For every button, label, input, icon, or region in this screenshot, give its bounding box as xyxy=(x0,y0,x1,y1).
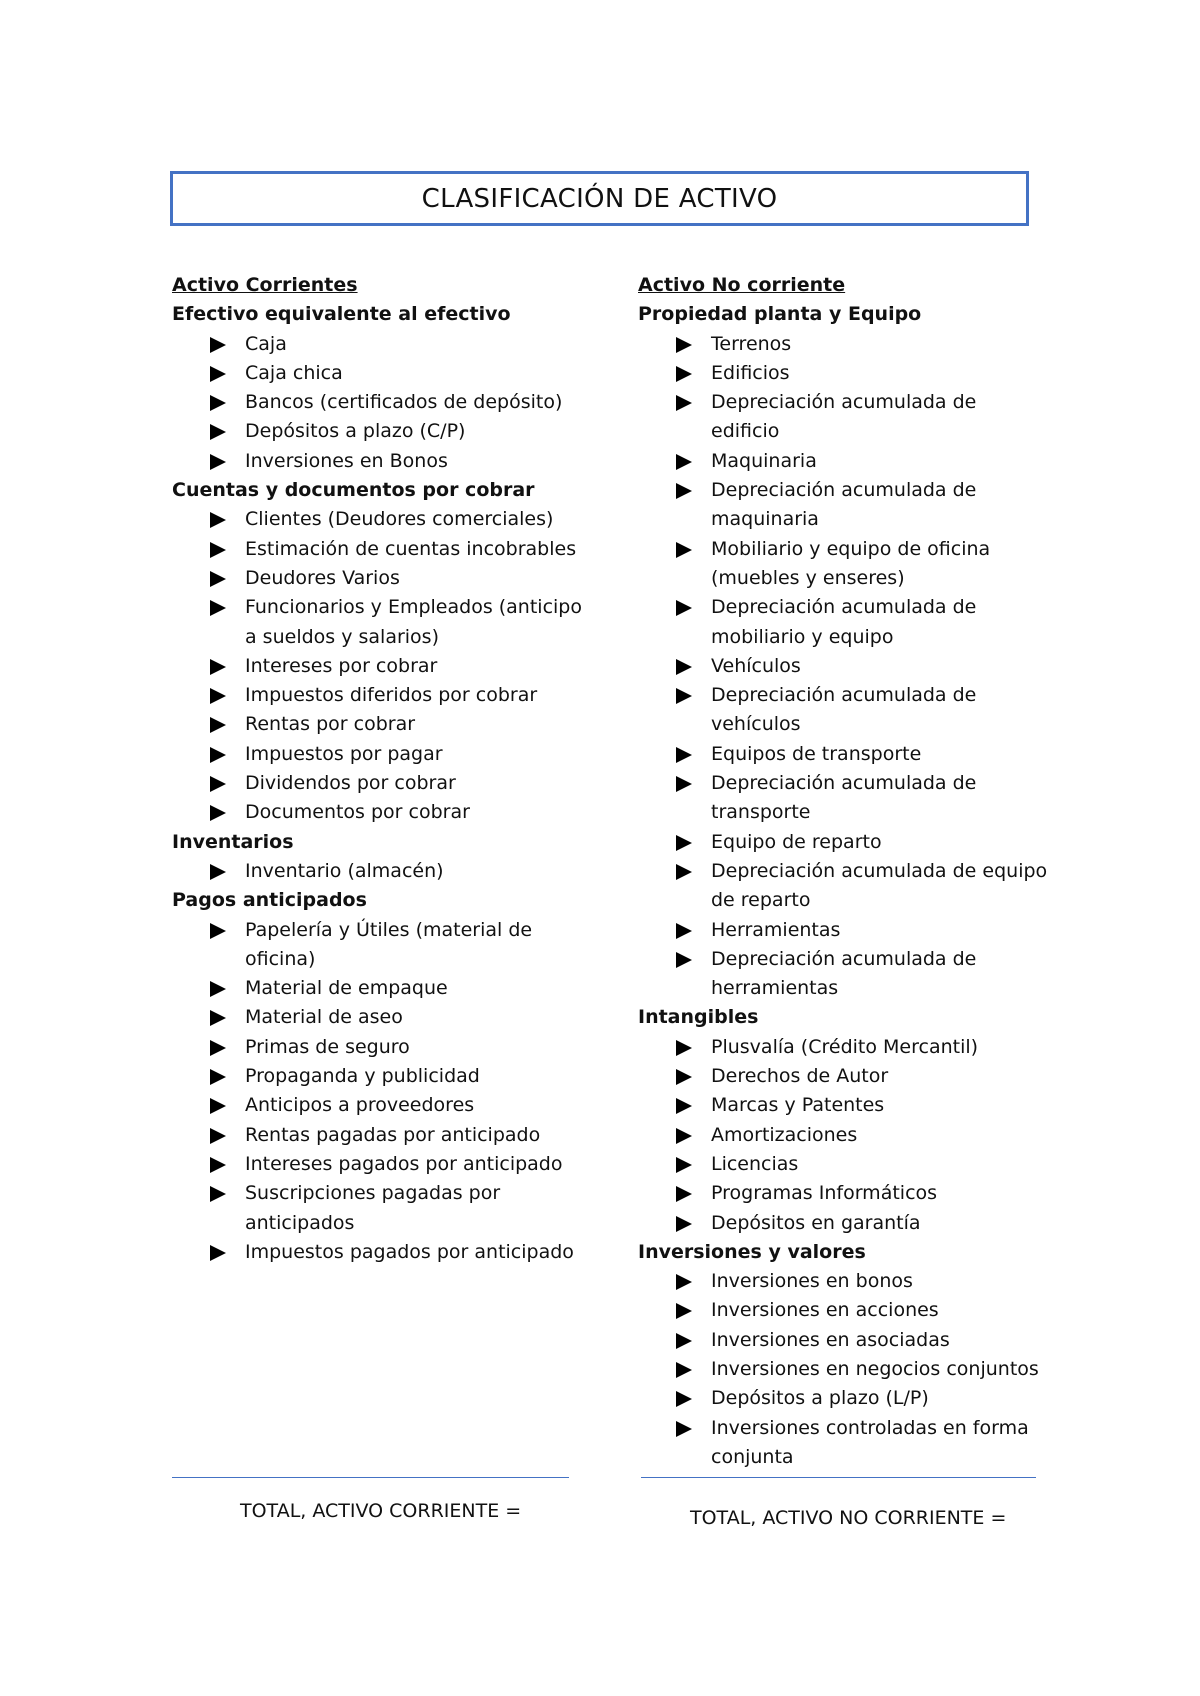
list-item-label: Papelería y Útiles (material de oficina) xyxy=(245,918,533,970)
list-item-label: Depósitos en garantía xyxy=(711,1211,921,1234)
list-item xyxy=(172,1091,582,1120)
current-group-list xyxy=(172,330,582,476)
list-item xyxy=(638,945,1048,1004)
list-item xyxy=(638,916,1048,945)
list-item xyxy=(638,1121,1048,1150)
list-item xyxy=(172,417,582,446)
list-item-label: Depreciación acumulada de vehículos xyxy=(711,684,977,736)
column-heading-current: Activo Corrientes xyxy=(172,274,358,296)
list-item xyxy=(172,1033,582,1062)
arrow-bullet-icon xyxy=(676,542,692,558)
arrow-bullet-icon xyxy=(210,1128,226,1144)
arrow-bullet-icon xyxy=(210,1098,226,1114)
list-item xyxy=(172,681,582,710)
arrow-bullet-icon xyxy=(210,1069,226,1085)
current-group-list xyxy=(172,857,582,886)
arrow-bullet-icon xyxy=(676,864,692,880)
list-item xyxy=(638,1033,1048,1062)
list-item xyxy=(638,330,1048,359)
list-item-label: Programas Informáticos xyxy=(711,1182,938,1205)
list-item-label: Impuestos por pagar xyxy=(245,742,443,765)
arrow-bullet-icon xyxy=(676,1362,692,1378)
list-item-label: Rentas pagadas por anticipado xyxy=(245,1123,541,1146)
list-item xyxy=(172,916,582,975)
list-item-label: Depreciación acumulada de edificio xyxy=(711,391,977,443)
arrow-bullet-icon xyxy=(676,366,692,382)
list-item-label: Depreciación acumulada de equipo de reparto xyxy=(711,859,1048,912)
list-item-label: Maquinaria xyxy=(711,449,817,472)
list-item-label: Impuestos pagados por anticipado xyxy=(245,1240,574,1263)
arrow-bullet-icon xyxy=(676,483,692,499)
list-item xyxy=(172,1003,582,1032)
list-item xyxy=(172,359,582,388)
list-item-label: Depreciación acumulada de herramientas xyxy=(711,947,977,1000)
list-item xyxy=(638,681,1048,740)
list-item xyxy=(172,505,582,534)
list-item-label: Caja xyxy=(245,332,287,355)
list-item-label: Intereses pagados por anticipado xyxy=(245,1152,563,1175)
list-item xyxy=(638,1267,1048,1296)
list-item xyxy=(638,1209,1048,1238)
list-item-label: Herramientas xyxy=(711,918,841,941)
noncurrent-group-list xyxy=(638,330,1048,1004)
noncurrent-group-title: Inversiones y valores xyxy=(638,1240,866,1263)
list-item xyxy=(638,1414,1048,1473)
arrow-bullet-icon xyxy=(676,688,692,704)
arrow-bullet-icon xyxy=(210,542,226,558)
arrow-bullet-icon xyxy=(210,659,226,675)
arrow-bullet-icon xyxy=(676,1040,692,1056)
list-item xyxy=(172,535,582,564)
list-item xyxy=(638,1296,1048,1325)
arrow-bullet-icon xyxy=(210,717,226,733)
list-item xyxy=(172,857,582,886)
current-group-title: Inventarios xyxy=(172,830,294,853)
list-item-label: Clientes (Deudores comerciales) xyxy=(245,508,554,531)
arrow-bullet-icon xyxy=(210,1010,226,1026)
list-item xyxy=(172,593,582,652)
list-item xyxy=(172,388,582,417)
arrow-bullet-icon xyxy=(210,600,226,616)
arrow-bullet-icon xyxy=(210,337,226,353)
arrow-bullet-icon xyxy=(210,864,226,880)
list-item-label: Caja chica xyxy=(245,361,343,384)
list-item xyxy=(638,857,1048,916)
arrow-bullet-icon xyxy=(676,1157,692,1173)
list-item-label: Primas de seguro xyxy=(245,1035,410,1058)
arrow-bullet-icon xyxy=(676,1333,692,1349)
arrow-bullet-icon xyxy=(210,776,226,792)
arrow-bullet-icon xyxy=(676,1186,692,1202)
list-item-label: Propaganda y publicidad xyxy=(245,1065,480,1088)
list-item xyxy=(638,593,1048,652)
list-item-label: Inversiones controladas en forma conjunta xyxy=(711,1416,1029,1468)
page-title: CLASIFICACIÓN DE ACTIVO xyxy=(421,183,778,214)
arrow-bullet-icon xyxy=(676,395,692,411)
arrow-bullet-icon xyxy=(676,1098,692,1114)
list-item xyxy=(172,1238,582,1267)
noncurrent-group-title: Propiedad planta y Equipo xyxy=(638,303,922,326)
list-item-label: Estimación de cuentas incobrables xyxy=(245,537,577,560)
arrow-bullet-icon xyxy=(676,1274,692,1290)
list-item xyxy=(172,974,582,1003)
list-item-label: Funcionarios y Empleados (anticipo a sueldos y salarios) xyxy=(245,596,582,648)
list-item xyxy=(638,1091,1048,1120)
arrow-bullet-icon xyxy=(210,805,226,821)
arrow-bullet-icon xyxy=(676,659,692,675)
list-item-label: Inversiones en Bonos xyxy=(245,449,448,472)
list-item-label: Equipos de transporte xyxy=(711,742,922,765)
list-item xyxy=(638,447,1048,476)
arrow-bullet-icon xyxy=(676,776,692,792)
list-item xyxy=(172,1062,582,1091)
list-item-label: Rentas por cobrar xyxy=(245,713,416,736)
list-item-label: Depósitos a plazo (L/P) xyxy=(711,1387,929,1410)
arrow-bullet-icon xyxy=(676,1069,692,1085)
arrow-bullet-icon xyxy=(210,454,226,470)
noncurrent-group-title: Intangibles xyxy=(638,1006,759,1029)
arrow-bullet-icon xyxy=(676,1303,692,1319)
total-current-assets: TOTAL, ACTIVO CORRIENTE = xyxy=(240,1500,522,1522)
arrow-bullet-icon xyxy=(676,337,692,353)
arrow-bullet-icon xyxy=(210,424,226,440)
current-group-list xyxy=(172,916,582,1268)
total-divider-right xyxy=(641,1477,1036,1478)
title-box xyxy=(170,171,1029,226)
list-item xyxy=(638,769,1048,828)
list-item xyxy=(172,710,582,739)
arrow-bullet-icon xyxy=(676,454,692,470)
current-group-title: Pagos anticipados xyxy=(172,889,367,912)
arrow-bullet-icon xyxy=(676,923,692,939)
list-item xyxy=(638,652,1048,681)
list-item xyxy=(638,828,1048,857)
arrow-bullet-icon xyxy=(676,1128,692,1144)
list-item xyxy=(638,388,1048,447)
list-item-label: Inversiones en negocios conjuntos xyxy=(711,1357,1039,1380)
arrow-bullet-icon xyxy=(210,395,226,411)
list-item-label: Depósitos a plazo (C/P) xyxy=(245,420,466,443)
list-item-label: Documentos por cobrar xyxy=(245,801,470,824)
list-item xyxy=(638,740,1048,769)
current-group-title: Efectivo equivalente al efectivo xyxy=(172,303,511,326)
total-divider-left xyxy=(172,1477,569,1478)
list-item-label: Inventario (almacén) xyxy=(245,859,444,882)
list-item xyxy=(172,1150,582,1179)
list-item-label: Terrenos xyxy=(711,332,792,355)
arrow-bullet-icon xyxy=(210,1040,226,1056)
column-heading-noncurrent: Activo No corriente xyxy=(638,274,846,296)
list-item-label: Material de aseo xyxy=(245,1006,403,1029)
list-item-label: Derechos de Autor xyxy=(711,1065,889,1088)
list-item-label: Depreciación acumulada de mobiliario y equipo xyxy=(711,596,977,648)
current-assets-column xyxy=(172,271,582,1267)
arrow-bullet-icon xyxy=(676,1391,692,1407)
arrow-bullet-icon xyxy=(676,600,692,616)
list-item-label: Equipo de reparto xyxy=(711,830,882,853)
list-item xyxy=(172,798,582,827)
arrow-bullet-icon xyxy=(676,1421,692,1437)
list-item-label: Depreciación acumulada de transporte xyxy=(711,772,977,824)
arrow-bullet-icon xyxy=(210,688,226,704)
list-item-label: Marcas y Patentes xyxy=(711,1094,885,1117)
arrow-bullet-icon xyxy=(210,571,226,587)
arrow-bullet-icon xyxy=(676,747,692,763)
list-item xyxy=(638,1384,1048,1413)
arrow-bullet-icon xyxy=(210,923,226,939)
list-item xyxy=(638,1179,1048,1208)
arrow-bullet-icon xyxy=(676,835,692,851)
list-item-label: Vehículos xyxy=(711,654,801,677)
list-item-label: Inversiones en acciones xyxy=(711,1299,939,1322)
list-item-label: Intereses por cobrar xyxy=(245,654,438,677)
list-item-label: Mobiliario y equipo de oficina (muebles y enseres) xyxy=(711,537,991,589)
list-item xyxy=(172,652,582,681)
list-item xyxy=(638,1355,1048,1384)
list-item xyxy=(638,476,1048,535)
list-item-label: Plusvalía (Crédito Mercantil) xyxy=(711,1035,979,1058)
list-item xyxy=(172,1121,582,1150)
list-item xyxy=(638,1326,1048,1355)
current-group-list xyxy=(172,505,582,827)
noncurrent-assets-column xyxy=(638,271,1048,1472)
arrow-bullet-icon xyxy=(210,747,226,763)
arrow-bullet-icon xyxy=(210,981,226,997)
list-item xyxy=(172,1179,582,1238)
list-item-label: Material de empaque xyxy=(245,977,448,1000)
list-item xyxy=(172,447,582,476)
arrow-bullet-icon xyxy=(210,1245,226,1261)
arrow-bullet-icon xyxy=(210,1186,226,1202)
list-item-label: Licencias xyxy=(711,1152,799,1175)
list-item-label: Impuestos diferidos por cobrar xyxy=(245,684,538,707)
list-item-label: Anticipos a proveedores xyxy=(245,1094,475,1117)
list-item xyxy=(172,740,582,769)
list-item-label: Depreciación acumulada de maquinaria xyxy=(711,479,977,531)
arrow-bullet-icon xyxy=(210,366,226,382)
list-item xyxy=(172,564,582,593)
noncurrent-group-list xyxy=(638,1033,1048,1238)
arrow-bullet-icon xyxy=(676,1216,692,1232)
list-item-label: Deudores Varios xyxy=(245,566,400,589)
list-item-label: Inversiones en asociadas xyxy=(711,1328,950,1351)
list-item-label: Amortizaciones xyxy=(711,1123,858,1146)
list-item xyxy=(638,1150,1048,1179)
noncurrent-group-list xyxy=(638,1267,1048,1472)
list-item xyxy=(638,535,1048,594)
list-item xyxy=(638,1062,1048,1091)
list-item-label: Dividendos por cobrar xyxy=(245,772,456,795)
list-item xyxy=(172,769,582,798)
arrow-bullet-icon xyxy=(210,1157,226,1173)
list-item-label: Inversiones en bonos xyxy=(711,1270,913,1293)
current-group-title: Cuentas y documentos por cobrar xyxy=(172,479,535,502)
list-item xyxy=(638,359,1048,388)
list-item xyxy=(172,330,582,359)
arrow-bullet-icon xyxy=(676,952,692,968)
list-item-label: Edificios xyxy=(711,361,790,384)
total-noncurrent-assets: TOTAL, ACTIVO NO CORRIENTE = xyxy=(690,1507,1007,1529)
list-item-label: Suscripciones pagadas por anticipados xyxy=(245,1182,501,1234)
arrow-bullet-icon xyxy=(210,512,226,528)
list-item-label: Bancos (certificados de depósito) xyxy=(245,391,563,414)
